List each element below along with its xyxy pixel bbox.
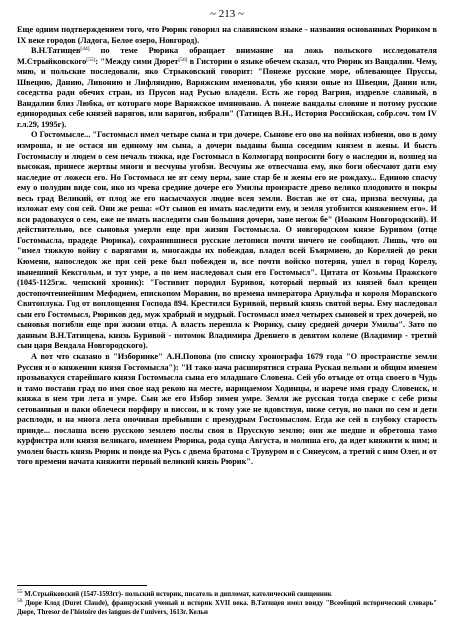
footnote-text: М.Стрыйковский (1547-1593гг)- польский историк, писатель и дипломат, католический священник [24,591,332,598]
footnote-ref-44: [44] [80,46,90,53]
paragraph-rurik-slavic-cities [17,25,437,46]
paragraph-lead: В.Н.Татищев [31,46,81,56]
paragraph-tatishchev [17,46,437,130]
footnote-marker: 55 [17,589,23,595]
main-text [17,25,437,468]
paragraph-gostomysl [17,130,437,351]
page-number: ~ 213 ~ [210,8,244,20]
footnote-ref-55: [55] [86,56,96,63]
footnote-text: Дюре Клод (Duret Claude), французский ученый и историк XVII века. В.Татищев имел ввиду "Всеобщий исторический словарь" Дюре, Thresor de l'histoire des langues de l'univers, 1613г. Кельн [17,599,437,616]
paragraph-text: Еще одним подтверждением того, что Рюрик говорил на славянском языке - названия основанных Рюриком в IX веке городов (Ладога, Белое озеро, Новгород). [17,25,437,45]
footnote-marker: 56 [17,597,23,604]
footnote-56 [17,597,437,618]
footnotes [17,591,437,617]
footnote-55 [17,591,437,600]
paragraph-lead: О Гостомысле... [31,130,91,140]
footnote-divider [17,585,147,586]
footnote-ref-56: [56] [178,56,188,63]
paragraph-text-c: в Гистории о языке обечем сказал, что Рюрик из Вандалии. Чему, мню, и польские последовали, яко Стрыковский говорит: "Понеже русские море, облевающее Пруссы, Швецию, Данию, Ливонию и Лифляндию, Варяжским именовали, убо князи оные из Швеции, Дании или, соседства ради обечих стран, из Прусов над Русью владели. Есть же город Вагрия, издревле славный, в Вандалии близ Любка, от котораго море Варяжское имяновано. А понеже вандалы словяне и потому русские единородных себе князей варягов, или варягов, избрали" (Татищев В.Н., История Российская, собр.соч. том IV г.л.29, 1995г). [17,56,437,129]
paragraph-text: "Гостомысл имел четыре сына и три дочере. Сынове его ово на войнах избиени, ово в дому измроша, и не остася ни единому им сына, а дочери выданы быша соседним князем в жены. И бысть Гостомыслу и людем о сем печаль тяжка, иде Гостомысл в Колмогард вопросити богу о наследии и, возшед на высокая, принесе жертвы многи и весчуны угобзи. Весчуны же отвесчаша ему, яко боги обесчают дати ему наследие от ложесн его. Но Гостомысл не ят сему веры, зане стар бе и жены его не рождаху... Единою спасчу ему о полудни виде сон, яко из чрева средние дочере его Умилы произрасте древо велико плодовито и покры весь град Великий, от плод же его насысчахуся людие всея земли. Востав же от сна, призва весчуны, да изложат ему сон сей. Они же реша: «От сынов ея имать наследити ему, и земля угобзится княжением его». И вси радовахуся о сем, еже не имать наследити сын большия дочери, зане негож бе" (Иоаким Новгородский). И действительно, все сыновья умерли еще при жизни Гостомысла. О новгородском князе Буривом (отце Гостомысла, прадеде Рюрика), сохранившиеся русские летописи почти ничего не сообщают. Лишь, что он "имел тяжкую войну с варягами и, многажды их побеждая, владел всей Бъярмиею, до Кореляей до реки Кюмени, напоследок же при сей реке был побежден и, все почти войско потерян, ушел в город Корелу, нынешний Кексгольм, и тут умре, а по нем наследовал сын его Гостомысл". Цитата от Козьмы Пражского (1045-1125гж. чешский хроник): "Гостивит породил Буривоя, который первый из князей был крещен достопочтеннейшим Мефодием, епископом Моравии, во времена императора Арнульфа и короля Моравского Святоплука. Год от воплощения Господа 894. Крестился Буривой, первый князь святой веры. Ему наследовал сын его Гостомысл, Рюриков дед, муж храбрый и мудрый. Гостомысл имел четырех сыновей и трех дочерей, но сыновья погибли еще при жизни отца. А власть перешла к Рюрику, сыну средней дочери Умилы". Зато по данным В.Н.Татищева, князь Буривой - потомок Владимира Древнего в девятом колене (Владимир - третий сын царя Вендала Новгородского). [17,130,437,351]
paragraph-text-b: : "Между сими Дюрет [95,56,179,66]
paragraph-izbornik [17,352,437,468]
paragraph-text: А вот что сказано в "Изборнике" А.Н.Попова (по списку хронографа 1679 года "О пространстве земли Руссия и о княжении князя Гостомысла"): "И тако нача расширятися страна Руская вельми и общим именем прозывахуся старейшаго князя Гостомысла сына его младшаго Словена. Сей убо отъиде от отца своего в Чудь и тамо постави град по имя свое над рекою на месте, нарицаемом Ходинцы, и нарече имя граду Словенск, и княжа в нем три лета и умре. Сын же его Избор зимен умре. Земля же русская тогда сверже с себе ризы сетованныя и паки облечеся порфиру и виссон, и к тому уже не вдовствуя, ниже сетуя, но паки по сем и дети расплоди, и на многа лета опочивая пребывши с премудрым Гостомыслом. Егда же сей в глубоку старость прииде... послаша всею русскою землею послы своя в Прусскую землю; они же шедше и обретоша тамо курфистра или князя великаго, имением Рюрика, рода суща Августа, и молиша его, да идет княжити к ним; и умолен бысть князь Рюрик и поиде на Русь с двема братома с Трувуром и с Синеусом, а третий с ним Олег, и от того времени начата княжити первый великий князь Рюрик". [17,351,437,467]
paragraph-text-a: по теме Рюрика обращает внимание на ложь польского исследователя М.Стрыйковского [17,46,437,66]
